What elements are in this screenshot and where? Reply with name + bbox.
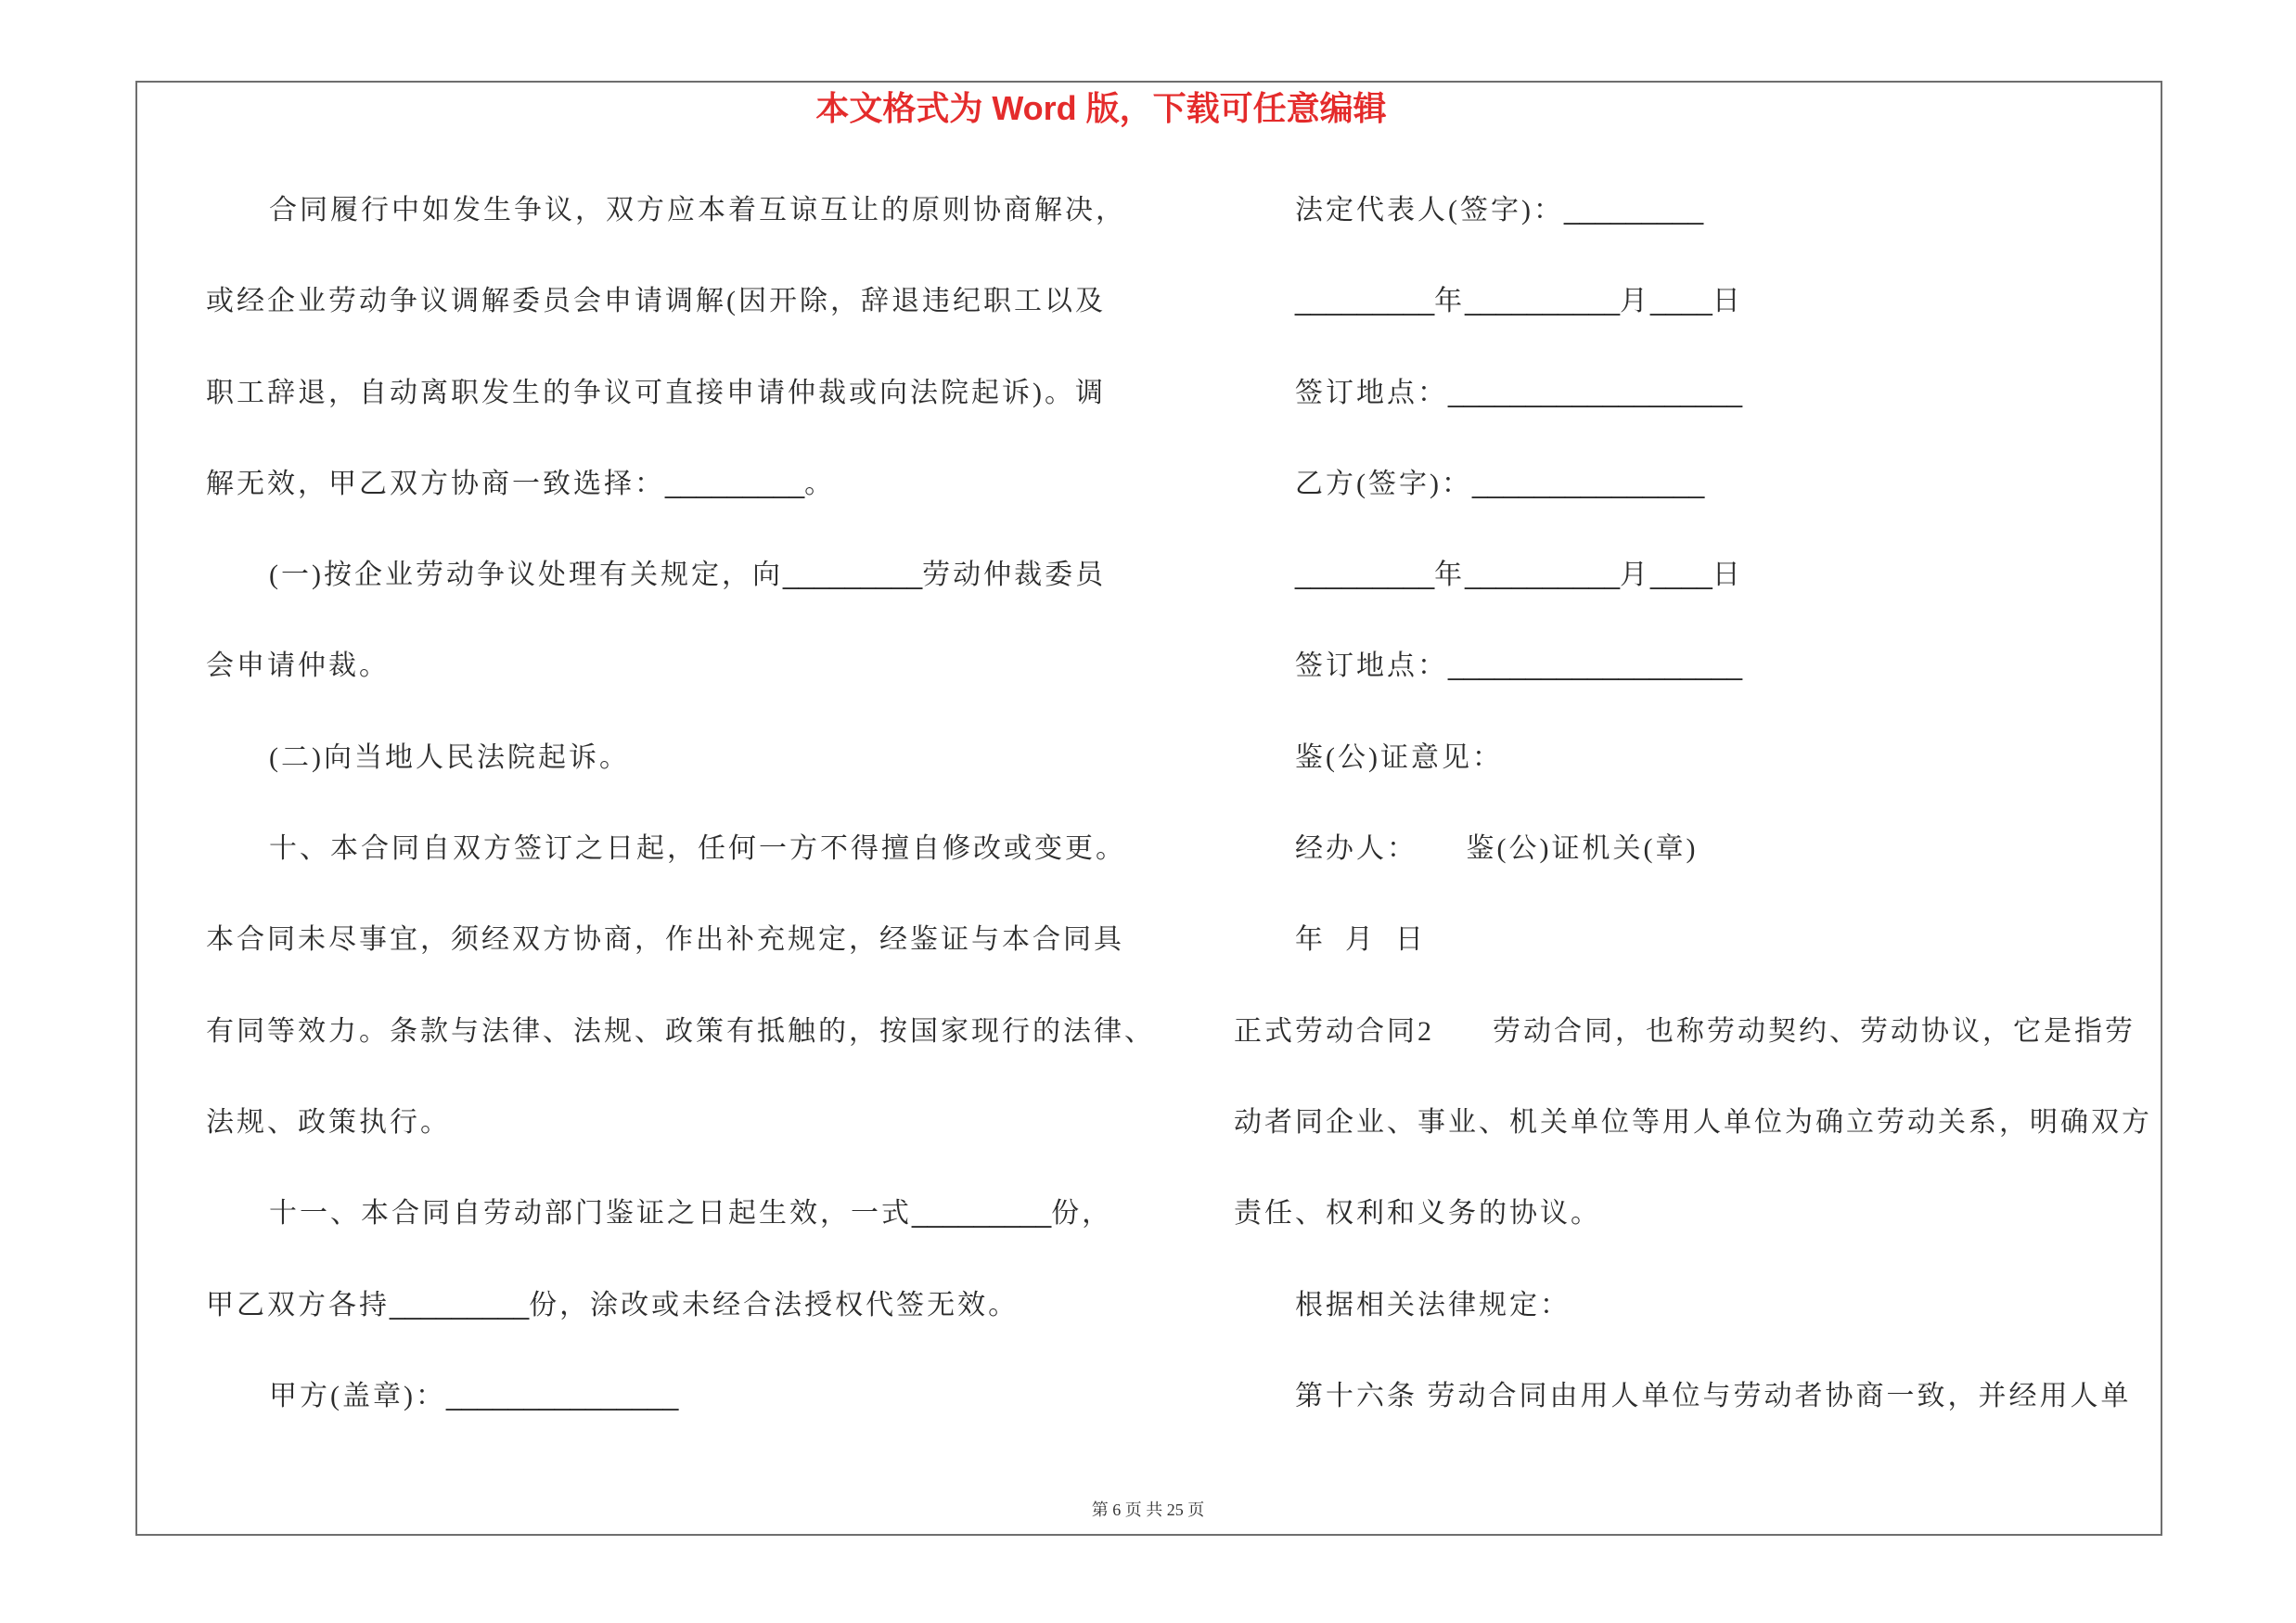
left-column-line: 有同等效力。条款与法律、法规、政策有抵触的，按国家现行的法律、 xyxy=(206,1015,1155,1047)
fill-in-blank: _________ xyxy=(1295,560,1435,591)
left-column-line: 甲方(盖章)：_______________ xyxy=(269,1380,679,1411)
left-column-line: 十、本合同自双方签订之日起，任何一方不得擅自修改或变更。 xyxy=(269,833,1126,865)
left-column-line: 解无效，甲乙双方协商一致选择：_________。 xyxy=(206,468,836,499)
fill-in-blank: _________ xyxy=(390,1289,530,1320)
fill-in-blank: _________ xyxy=(912,1198,1052,1230)
left-column-line: 或经企业劳动争议调解委员会申请调解(因开除，辞退违纪职工以及 xyxy=(206,286,1106,317)
left-column-line: 会申请仲裁。 xyxy=(206,650,390,682)
right-column-line: _________年__________月____日 xyxy=(1295,560,1743,591)
right-column-line: 责任、权利和义务的协议。 xyxy=(1234,1198,1601,1230)
right-column-line: 正式劳动合同2 劳动合同，也称劳动契约、劳动协议，它是指劳 xyxy=(1234,1015,2136,1047)
right-column xyxy=(1234,165,2161,1442)
right-column-line: 经办人： 鉴(公)证机关(章) xyxy=(1295,833,1699,865)
left-column-line: (二)向当地人民法院起诉。 xyxy=(269,741,630,773)
fill-in-blank: __________ xyxy=(1465,560,1621,591)
fill-in-blank: ___________________ xyxy=(1448,650,1743,682)
right-column-line: 签订地点：___________________ xyxy=(1295,377,1743,408)
page-number-footer: 第 6 页 共 25 页 xyxy=(1091,1501,1205,1519)
left-column-line: 职工辞退，自动离职发生的争议可直接申请仲裁或向法院起诉)。调 xyxy=(206,377,1106,408)
left-column-line: 十一、本合同自劳动部门鉴证之日起生效，一式_________份， xyxy=(269,1198,1113,1230)
fill-in-blank: _________ xyxy=(782,560,923,591)
left-column-line: 合同履行中如发生争议，双方应本着互谅互让的原则协商解决， xyxy=(269,195,1126,225)
left-column-line: 甲乙双方各持_________份，涂改或未经合法授权代签无效。 xyxy=(206,1289,1020,1320)
right-column-line: _________年__________月____日 xyxy=(1295,286,1743,317)
fill-in-blank: __________ xyxy=(1465,286,1621,317)
right-column-line: 根据相关法律规定： xyxy=(1295,1289,1571,1320)
left-column-line: 法规、政策执行。 xyxy=(206,1106,451,1138)
right-column-line: 乙方(签字)：_______________ xyxy=(1295,468,1705,499)
left-column-line: 本合同未尽事宜，须经双方协商，作出补充规定，经鉴证与本合同具 xyxy=(206,924,1124,956)
right-column-line: 法定代表人(签字)：_________ xyxy=(1295,195,1704,225)
format-notice-banner: 本文格式为 Word 版，下载可任意编辑 xyxy=(815,89,1387,127)
left-column xyxy=(206,165,1199,1442)
fill-in-blank: _______________ xyxy=(445,1380,679,1411)
right-column-line: 动者同企业、事业、机关单位等用人单位为确立劳动关系，明确双方 xyxy=(1234,1106,2152,1138)
fill-in-blank: _________ xyxy=(1295,286,1435,317)
fill-in-blank: _________ xyxy=(665,468,805,499)
fill-in-blank: ____ xyxy=(1650,286,1712,317)
right-column-line: 年 月 日 xyxy=(1295,924,1426,956)
fill-in-blank: _______________ xyxy=(1471,468,1705,499)
fill-in-blank: ____ xyxy=(1650,560,1712,591)
left-column-line: (一)按企业劳动争议处理有关规定，向_________劳动仲裁委员 xyxy=(269,560,1107,591)
right-column-line: 签订地点：___________________ xyxy=(1295,650,1743,682)
fill-in-blank: ___________________ xyxy=(1448,377,1743,408)
right-column-line: 鉴(公)证意见： xyxy=(1295,741,1503,773)
fill-in-blank: _________ xyxy=(1563,195,1704,225)
right-column-line: 第十六条 劳动合同由用人单位与劳动者协商一致，并经用人单 xyxy=(1295,1380,2132,1411)
